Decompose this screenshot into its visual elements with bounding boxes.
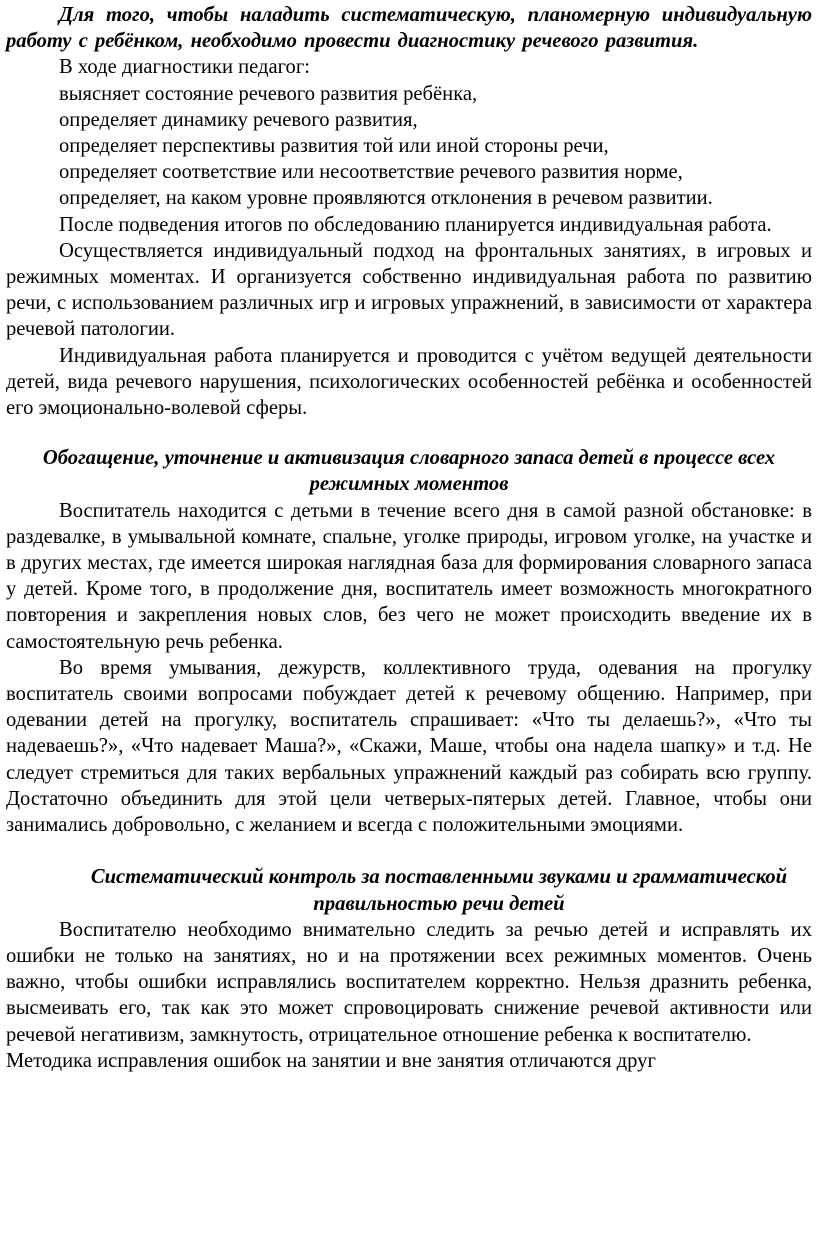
- body-paragraph-last-line: Методика исправления ошибок на занятии и вне занятия отличаются друг: [6, 1049, 656, 1072]
- diagnostics-item: определяет динамику речевого развития,: [59, 108, 418, 131]
- body-paragraph: После подведения итогов по обследованию планируется индивидуальная работа.: [59, 213, 772, 236]
- diagnostics-item: определяет, на каком уровне проявляются отклонения в речевом развитии.: [59, 187, 713, 210]
- body-paragraph: Осуществляется индивидуальный подход на фронтальных занятиях, в игровых и режимных моментах. И организуется собственно индивидуальная работа по развитию речи, с использованием различных игр и игровых упражнений, в зависимости от характера речевой патологии.: [6, 239, 812, 341]
- body-paragraph: Индивидуальная работа планируется и проводится с учётом ведущей деятельности детей, вида речевого нарушения, психологических особенностей ребёнка и особенностей его эмоционально-волевой сферы.: [6, 344, 812, 420]
- body-paragraph: Во время умывания, дежурств, коллективного труда, одевания на прогулку воспитатель своими вопросами побуждает детей к речевому общению. Например, при одевании детей на прогулку, воспитатель спрашивает: «Что ты делаешь?», «Что ты надеваешь?», «Что надевает Маша?», «Скажи, Маше, чтобы она надела шапку» и т.д. Не следует стремиться для таких вербальных упражнений каждый раз собирать всю группу. Достаточно объединить для этой цели четверых-пятерых детей. Главное, чтобы они занимались добровольно, с желанием и всегда с положительными эмоциями.: [6, 656, 812, 837]
- diagnostics-item: определяет соответствие или несоответствие речевого развития норме,: [59, 161, 683, 184]
- body-paragraph: Воспитатель находится с детьми в течение всего дня в самой разной обстановке: в раздевалке, в умывальной комнате, спальне, уголке природы, игровом уголке, на участке и в других местах, где имеется широкая наглядная база для формирования словарного запаса у детей. Кроме того, в продолжение дня, воспитатель имеет возможность многократного повторения и закрепления новых слов, без чего не может происходить введение их в самостоятельную речь ребенка.: [6, 499, 812, 653]
- diagnostics-lead: В ходе диагностики педагог:: [59, 56, 311, 79]
- diagnostics-item: определяет перспективы развития той или иной стороны речи,: [59, 135, 609, 158]
- body-paragraph: Воспитателю необходимо внимательно следить за речью детей и исправлять их ошибки не только на занятиях, но и на протяжении всех режимных моментов. Очень важно, чтобы ошибки исправлялись воспитателем корректно. Нельзя дразнить ребенка, высмеивать его, так как это может спровоцировать снижение речевой активности или речевой негативизм, замкнутость, отрицательное отношение ребенка к воспитателю.: [6, 918, 812, 1046]
- intro-paragraph: Для того, чтобы наладить систематическую, планомерную индивидуальную работу с ребёнком, необходимо провести диагностику речевого развития.: [6, 4, 812, 53]
- section-heading: Систематический контроль за поставленными звуками и грамматической правильностью речи детей: [90, 866, 788, 915]
- section-heading: Обогащение, уточнение и активизация словарного запаса детей в процессе всех режимных моментов: [42, 447, 776, 496]
- diagnostics-item: выясняет состояние речевого развития ребёнка,: [59, 82, 478, 105]
